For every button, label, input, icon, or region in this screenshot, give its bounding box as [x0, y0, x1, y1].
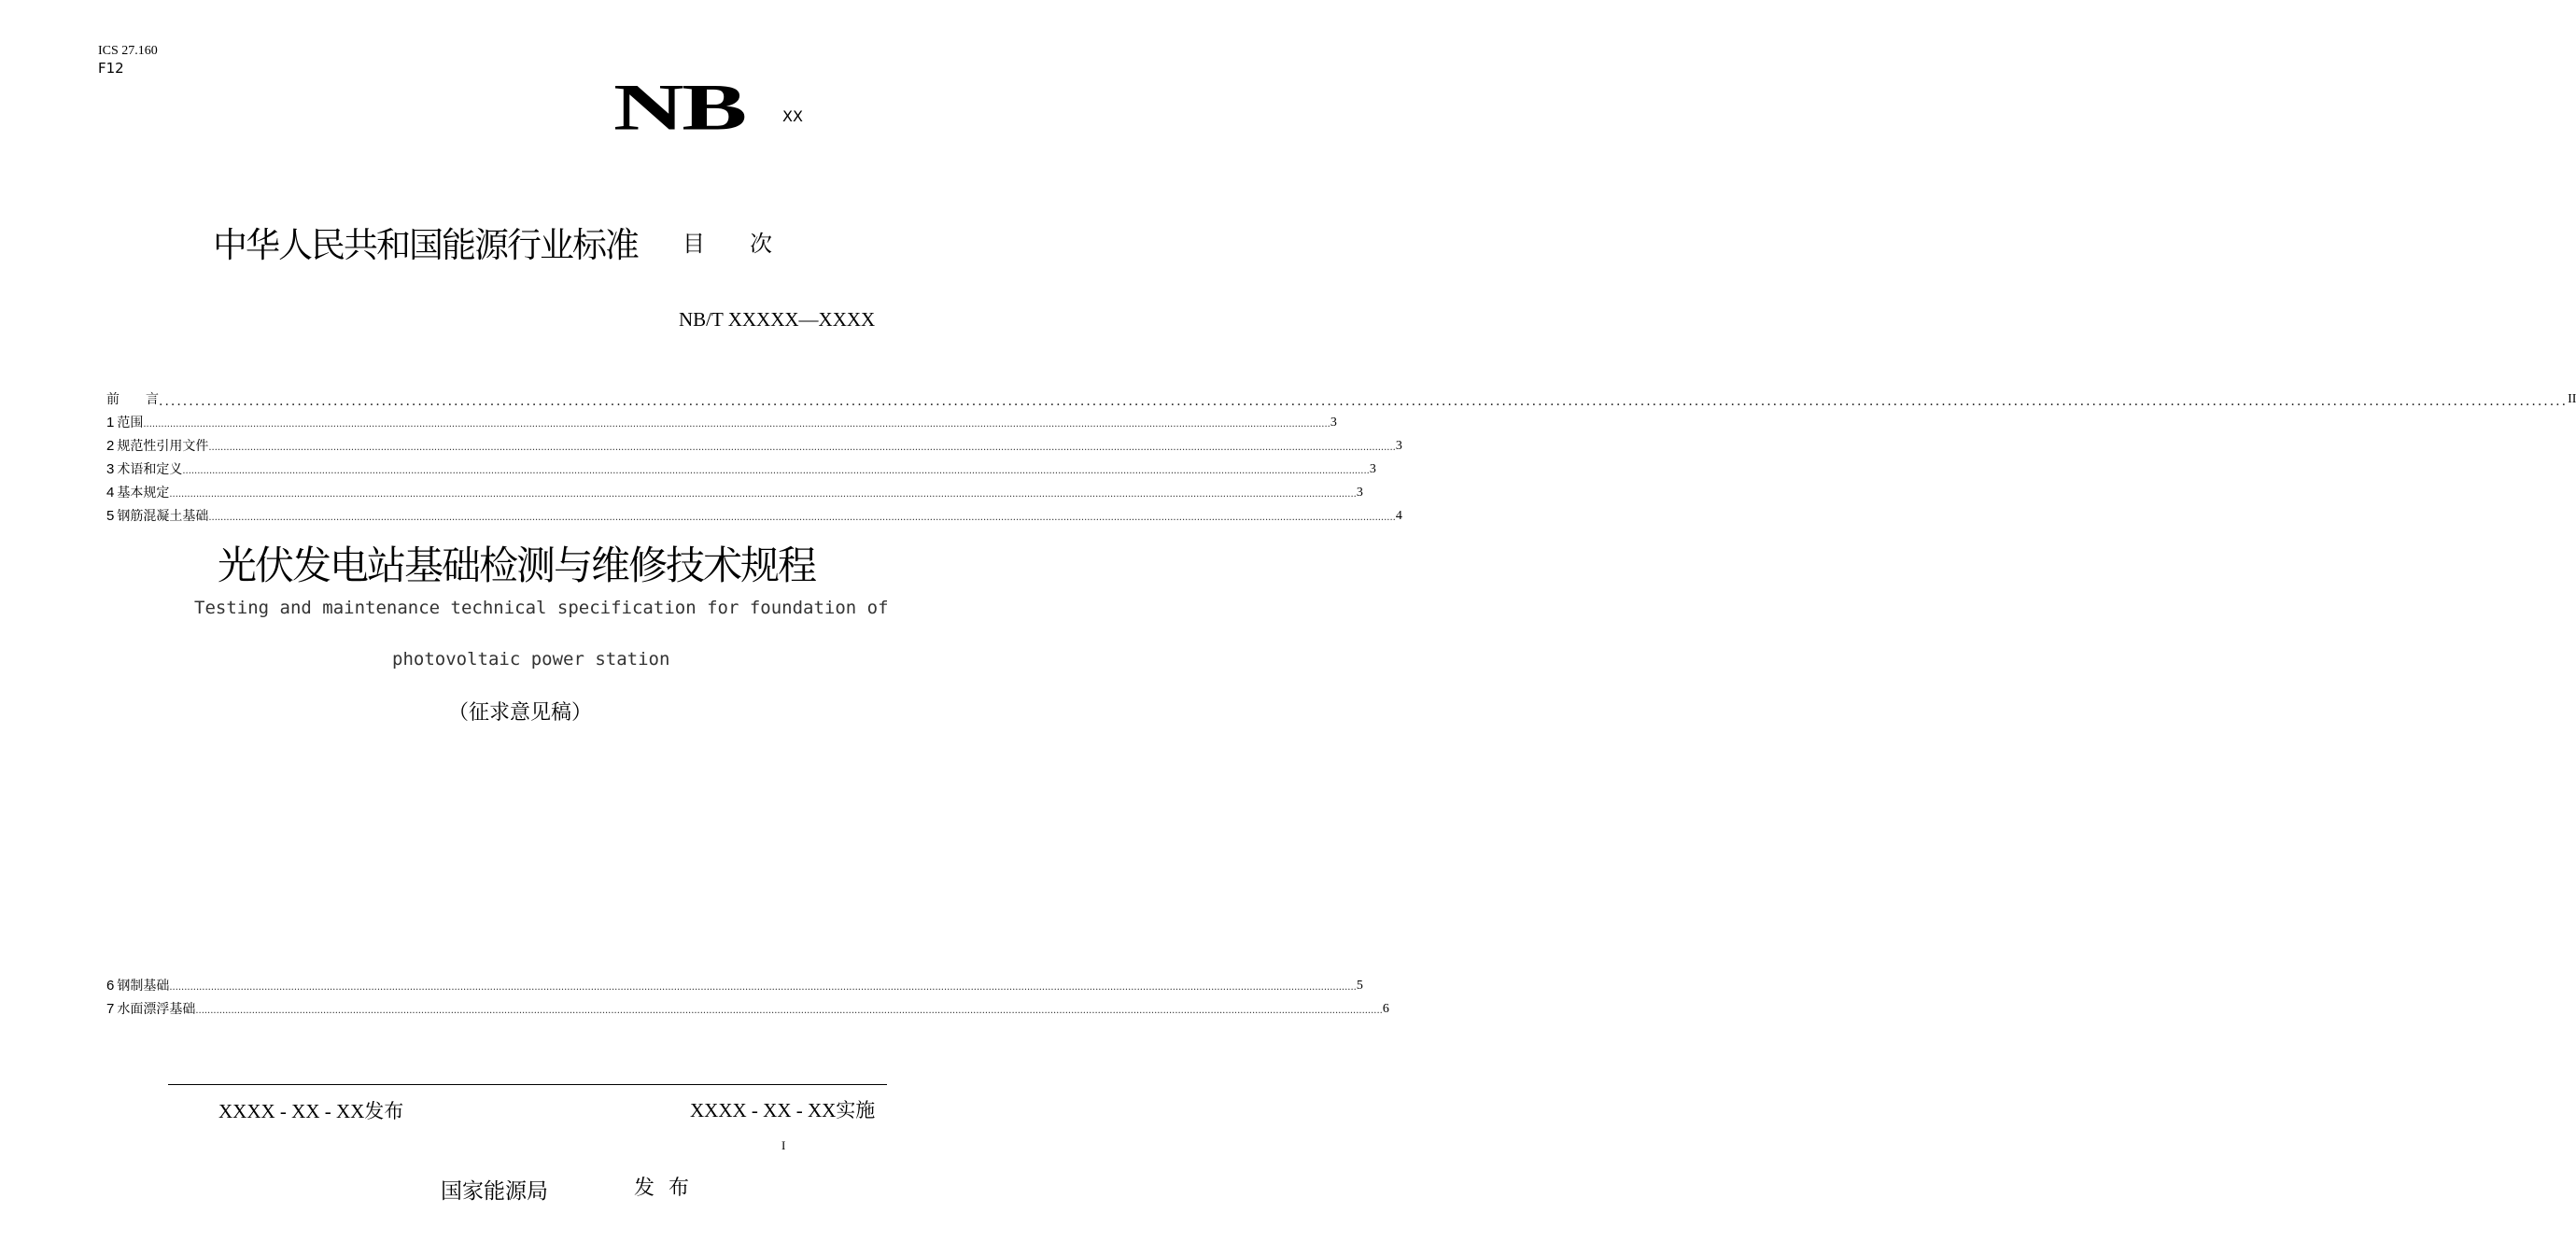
toc-entry[interactable]: [106, 411, 1337, 431]
toc-entry-title: [106, 508, 208, 525]
toc-entry-label: 术语和定义: [117, 462, 183, 477]
implementation-date: XXXX - XX - XX实施: [690, 1099, 876, 1121]
toc-entry-page: 3: [1369, 462, 1376, 476]
page-number: I: [781, 1138, 786, 1152]
draft-note: （征求意见稿）: [448, 701, 593, 725]
publish-label: 发 布: [634, 1177, 693, 1200]
toc-entry-title: [106, 415, 143, 431]
toc-entry-number: 3: [106, 461, 115, 477]
issue-date: XXXX - XX - XX发布: [218, 1100, 404, 1122]
toc-entry-title: [106, 978, 169, 994]
toc-leader-dots: ................................................................................................................................................................................................................................................................................................................................................................................................................: [208, 513, 1396, 523]
ics-code: ICS 27.160: [98, 44, 158, 58]
toc-entry[interactable]: [106, 997, 1389, 1018]
toc-entry-number: 4: [106, 485, 115, 501]
toc-entry-number: 1: [106, 415, 115, 430]
toc-leader-dots: ................................................................................................................................................................................................................................................................................................................................................................................................................: [182, 466, 1370, 476]
toc-entry-label: 钢制基础: [117, 979, 170, 994]
nb-logo-suffix: XX: [782, 107, 803, 125]
toc-entry-label: 范围: [117, 416, 144, 430]
toc-entry-number: 5: [106, 508, 115, 524]
toc-entry-page: II: [2568, 392, 2576, 406]
toc-entry-label: 规范性引用文件: [117, 439, 209, 454]
toc-entry-title: [106, 485, 169, 501]
toc-entry-title: [106, 461, 182, 478]
industry-standard-title: 中华人民共和国能源行业标准: [213, 225, 638, 265]
toc-entry-label: 钢筋混凝土基础: [117, 509, 209, 524]
classification-code: F12: [98, 60, 124, 77]
issuing-authority: 国家能源局: [441, 1179, 548, 1204]
toc-entry-title: [106, 438, 208, 455]
toc-leader-dots: ................................................................................................................................................................................................................................................................................................................................................................................................................: [208, 443, 1396, 453]
toc-entry-page: 3: [1356, 486, 1363, 500]
english-title-line-1: Testing and maintenance technical specification for foundation of: [194, 598, 889, 618]
toc-entry[interactable]: [106, 504, 1402, 525]
toc-leader-dots: ................................................................................................................................................................................................................................................................................................................................................................................................................: [195, 1006, 1383, 1016]
toc-entry-label: 前 言: [106, 392, 159, 407]
toc-entry-page: 3: [1330, 416, 1337, 430]
toc-heading-char-2: 次: [750, 231, 772, 257]
toc-entry[interactable]: [106, 388, 2576, 409]
toc-leader-dots: ................................................................................................................................................................................................................................................................................................................................................................................................................: [159, 394, 2569, 409]
nb-logo: NB: [613, 70, 745, 144]
toc-entry-page: 3: [1395, 439, 1402, 453]
toc-entry[interactable]: [106, 481, 1363, 501]
toc-leader-dots: ................................................................................................................................................................................................................................................................................................................................................................................................................: [143, 419, 1330, 430]
toc-entry[interactable]: [106, 458, 1376, 478]
toc-entry-page: 6: [1382, 1002, 1389, 1016]
toc-entry[interactable]: [106, 434, 1402, 455]
footer-divider: [168, 1084, 887, 1085]
toc-entry-title: [106, 391, 159, 408]
toc-entry-title: [106, 1001, 195, 1018]
english-title-line-2: photovoltaic power station: [392, 649, 670, 670]
toc-entry-page: 5: [1356, 979, 1363, 993]
document-title: 光伏发电站基础检测与维修技术规程: [218, 543, 816, 588]
toc-leader-dots: ................................................................................................................................................................................................................................................................................................................................................................................................................: [169, 489, 1357, 500]
toc-entry-number: 6: [106, 978, 115, 994]
toc-entry-number: 2: [106, 438, 115, 454]
toc-entry-label: 水面漂浮基础: [117, 1002, 196, 1017]
standard-number: NB/T XXXXX—XXXX: [679, 308, 876, 331]
toc-entry[interactable]: [106, 974, 1363, 994]
toc-heading: [683, 225, 772, 258]
toc-entry-page: 4: [1395, 509, 1402, 523]
toc-heading-char-1: 目: [683, 231, 705, 257]
toc-entry-label: 基本规定: [117, 486, 170, 501]
toc-entry-number: 7: [106, 1001, 115, 1017]
toc-leader-dots: ................................................................................................................................................................................................................................................................................................................................................................................................................: [169, 982, 1357, 993]
